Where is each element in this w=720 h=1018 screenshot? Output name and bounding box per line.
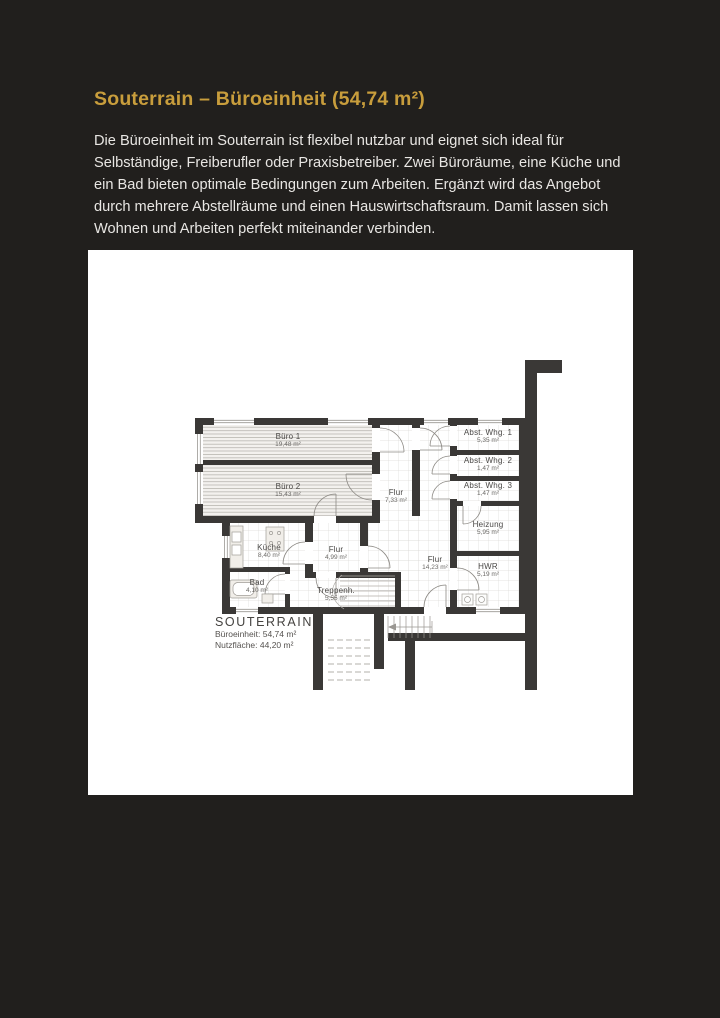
room-label-abst-whg-1: Abst. Whg. 1 5,35 m²: [463, 428, 513, 445]
room-label-hwr: HWR 5,19 m²: [476, 562, 500, 579]
room-label-buero-1: Büro 1 19,48 m²: [275, 432, 301, 449]
room-label-flur-3: Flur 14,23 m²: [422, 555, 448, 572]
room-label-buero-2: Büro 2 15,43 m²: [275, 482, 301, 499]
description-text: Die Büroeinheit im Souterrain ist flexibel nutzbar und eignet sich ideal für Selbständige, Freiberufler oder Praxisbetreiber. Zwei Büroräume, eine Küche und ein Bad bieten optimale Bedingungen zum Arbeiten. Ergänzt wird das Angebot durch mehrere Abstellräume und einen Hauswirtschaftsraum. Damit lassen sich Wohnen und Arbeiten perfekt miteinander verbinden.: [94, 133, 621, 237]
room-label-kueche: Küche 8,40 m²: [257, 543, 281, 560]
page-title: Souterrain – Büroeinheit (54,74 m²): [94, 88, 425, 110]
room-label-heizung: Heizung 5,95 m²: [472, 520, 504, 537]
plan-title-block: [215, 615, 313, 651]
room-label-abst-whg-3: Abst. Whg. 3 1,47 m²: [463, 481, 513, 498]
floorplan-drawing: [88, 250, 633, 795]
room-label-flur-1: Flur 7,33 m²: [384, 488, 408, 505]
plan-title: SOUTERRAIN: [215, 615, 313, 629]
floorplan-figure: [88, 250, 633, 795]
room-label-treppenhaus: Treppenh. 5,55 m²: [317, 586, 355, 603]
plan-info-line-2: Nutzfläche: 44,20 m²: [215, 640, 294, 650]
room-label-abst-whg-2: Abst. Whg. 2 1,47 m²: [463, 456, 513, 473]
plan-info-line-1: Büroeinheit: 54,74 m²: [215, 629, 297, 639]
room-label-bad: Bad 4,10 m²: [245, 578, 269, 595]
dashed-stair-lines: [328, 640, 371, 680]
room-label-flur-2: Flur 4,99 m²: [324, 545, 348, 562]
